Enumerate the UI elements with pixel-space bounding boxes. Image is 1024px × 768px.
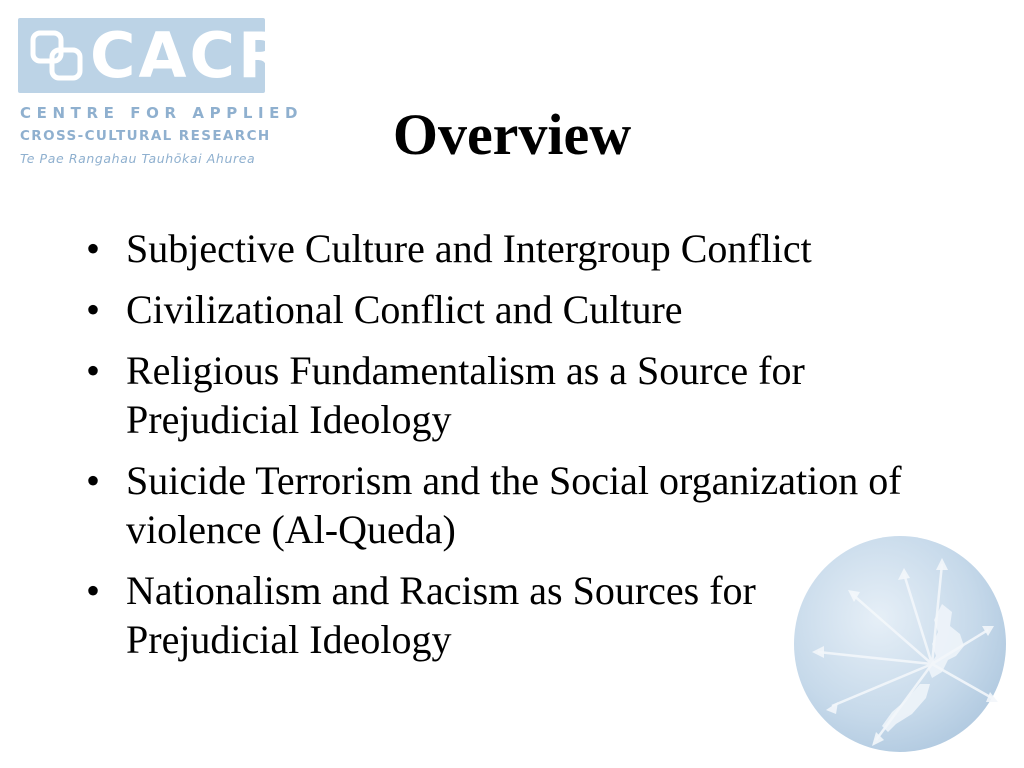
- bullet-marker: •: [86, 226, 101, 271]
- bullet-item: [86, 285, 926, 334]
- bullet-list: [86, 224, 926, 676]
- bullet-marker: •: [86, 568, 101, 613]
- bullet-text: Nationalism and Racism as Sources for Prejudicial Ideology: [126, 568, 756, 662]
- bullet-item: [86, 224, 926, 273]
- bullet-text: Suicide Terrorism and the Social organization of violence (Al-Queda): [126, 458, 902, 552]
- bullet-item: [86, 566, 926, 664]
- logo-banner: [18, 18, 289, 93]
- cacr-logo: [18, 18, 304, 170]
- bullet-marker: •: [86, 458, 101, 503]
- bullet-marker: •: [86, 348, 101, 393]
- logo-acronym: CACR: [90, 19, 289, 92]
- bullet-marker: •: [86, 287, 101, 332]
- logo-line-maori: Te Pae Rangahau Tauhōkai Ahurea: [20, 151, 256, 166]
- bullet-text: Civilizational Conflict and Culture: [126, 287, 683, 332]
- bullet-item: [86, 456, 926, 554]
- slide-title: Overview: [392, 102, 632, 167]
- bullet-item: [86, 346, 926, 444]
- bullet-text: Subjective Culture and Intergroup Conflict: [126, 226, 812, 271]
- logo-line-centre: CENTRE FOR APPLIED: [20, 104, 304, 122]
- logo-line-research: CROSS-CULTURAL RESEARCH: [20, 128, 271, 144]
- interlocking-squares-icon: [30, 30, 84, 82]
- bullet-text: Religious Fundamentalism as a Source for Prejudicial Ideology: [126, 348, 805, 442]
